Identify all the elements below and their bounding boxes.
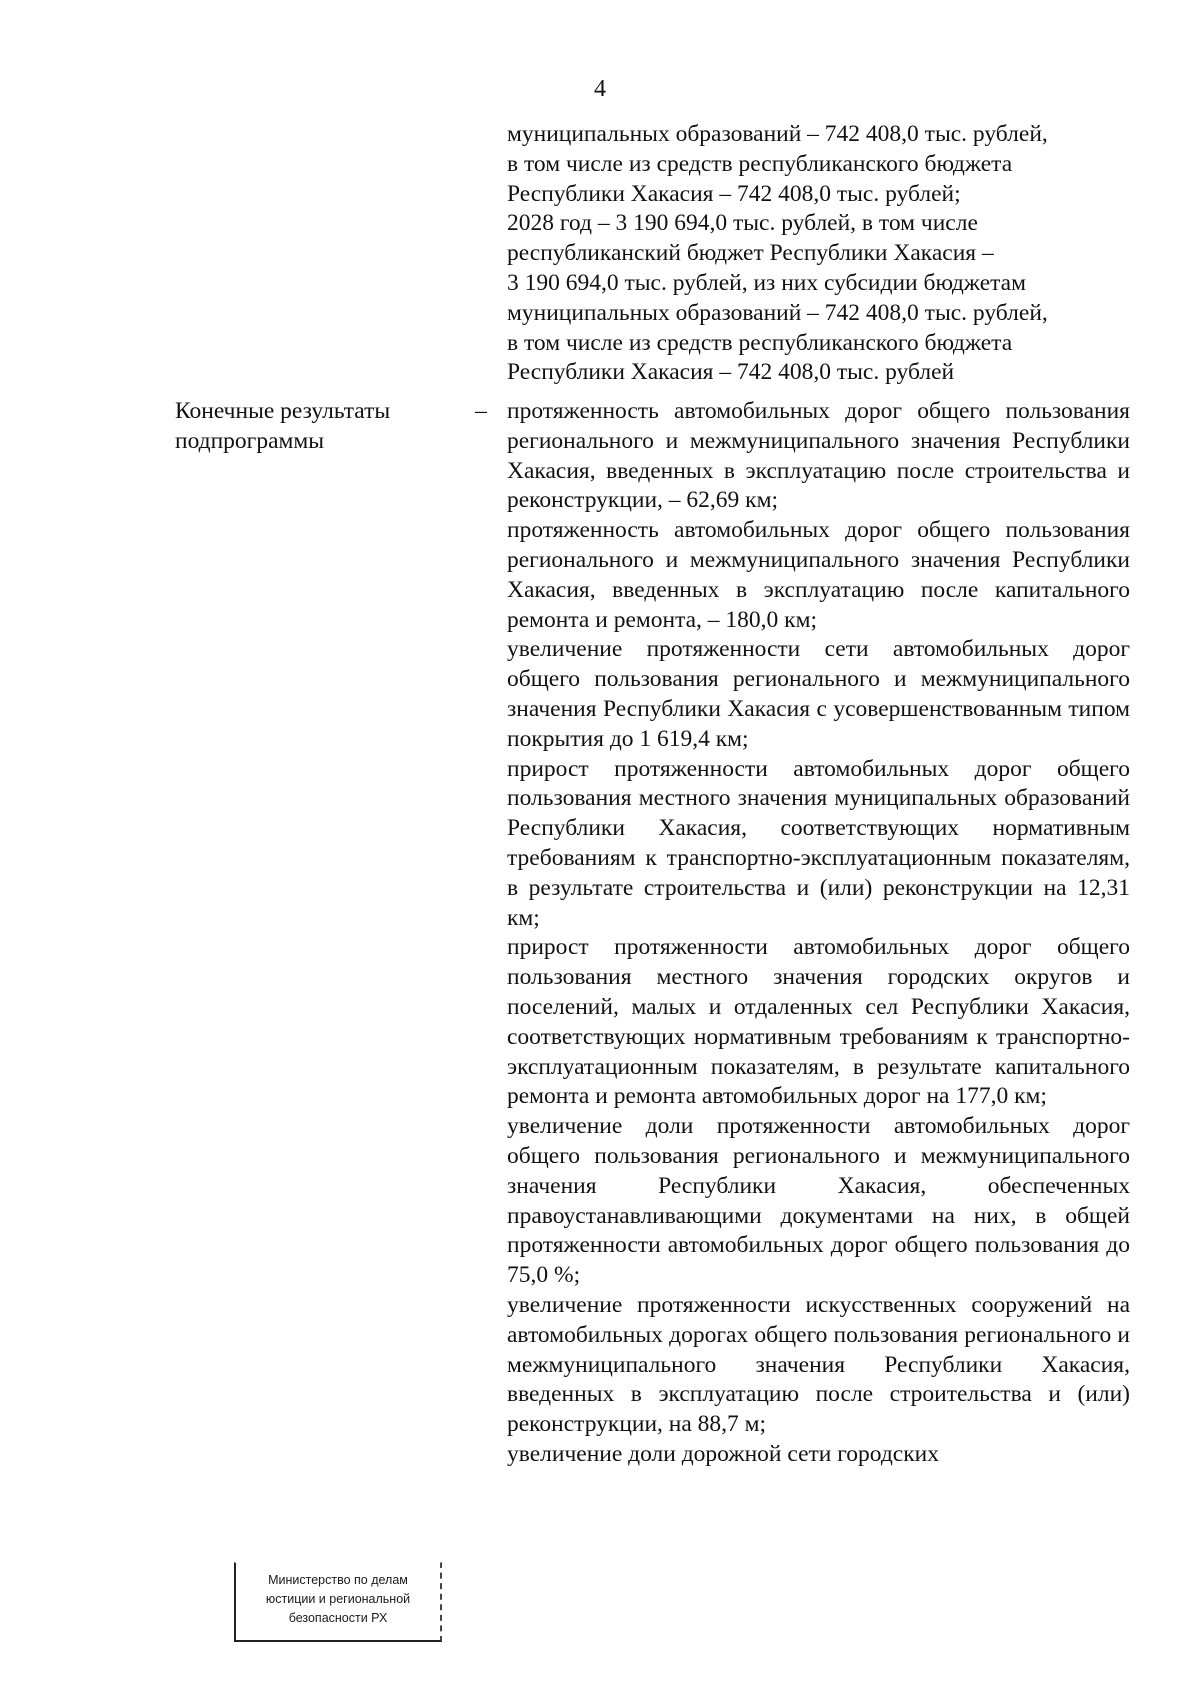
label-dash: – xyxy=(475,398,487,424)
funding-line: в том числе из средств республиканского бюджета xyxy=(507,329,1013,356)
funding-continuation xyxy=(507,120,1130,388)
result-item: прирост протяженности автомобильных дорог общего пользования местного значения муниципальных образований Республики Хакасия, соответствующих нормативным требованиям к транспортно-эксплуатационным показателям, в результате строительства и (или) реконструкции на 12,31 км; xyxy=(507,755,1130,931)
stamp-line: безопасности РХ xyxy=(288,1611,388,1625)
result-item: протяженность автомобильных дорог общего пользования регионального и межмуниципального значения Республики Хакасия, введенных в эксплуатацию после строительства и реконструкции, – 62,69 км; xyxy=(507,398,1130,514)
funding-line: муниципальных образований – 742 408,0 тыс. рублей, xyxy=(507,299,1048,326)
result-item: увеличение протяженности искусственных сооружений на автомобильных дорогах общего пользования регионального и межмуниципального значения Республики Хакасия, введенных в эксплуатацию после строительства и (или) реконструкции, на 88,7 м; xyxy=(507,1291,1130,1438)
funding-line: Республики Хакасия – 742 408,0 тыс. рублей; xyxy=(507,180,961,207)
stamp-line: Министерство по делам xyxy=(268,1573,408,1587)
result-item: увеличение доли дорожной сети городских xyxy=(507,1440,939,1467)
stamp-line: юстиции и региональной xyxy=(265,1592,411,1606)
final-results-label: Конечные результаты подпрограммы xyxy=(175,398,391,454)
result-item: прирост протяженности автомобильных дорог общего пользования местного значения городских округов и поселений, малых и отдаленных сел Республики Хакасия, соответствующих нормативным требованиям к транспортно-эксплуатационным показателям, в результате капитального ремонта и ремонта автомобильных дорог на 177,0 км; xyxy=(507,934,1130,1110)
result-item: увеличение протяженности сети автомобильных дорог общего пользования регионального и межмуниципального значения Республики Хакасия с усовершенствованным типом покрытия до 1 619,4 км; xyxy=(507,636,1130,752)
funding-line: республиканский бюджет Республики Хакасия – xyxy=(507,240,994,267)
funding-line: 3 190 694,0 тыс. рублей, из них субсидии бюджетам xyxy=(507,269,1026,296)
funding-line: 2028 год – 3 190 694,0 тыс. рублей, в том числе xyxy=(507,210,978,237)
ministry-stamp xyxy=(234,1562,442,1642)
final-results-list xyxy=(507,397,1130,1470)
funding-line: в том числе из средств республиканского бюджета xyxy=(507,150,1013,177)
result-item: увеличение доли протяженности автомобильных дорог общего пользования регионального и межмуниципального значения Республики Хакасия, обеспеченных правоустанавливающими документами на них, в общей протяженности автомобильных дорог общего пользования до 75,0 %; xyxy=(507,1113,1130,1289)
funding-line: муниципальных образований – 742 408,0 тыс. рублей, xyxy=(507,121,1048,147)
page-number: 4 xyxy=(594,76,606,102)
result-item: протяженность автомобильных дорог общего пользования регионального и межмуниципального значения Республики Хакасия, введенных в эксплуатацию после капитального ремонта и ремонта, – 180,0 км; xyxy=(507,517,1130,633)
funding-line: Республики Хакасия – 742 408,0 тыс. рублей xyxy=(507,359,955,386)
